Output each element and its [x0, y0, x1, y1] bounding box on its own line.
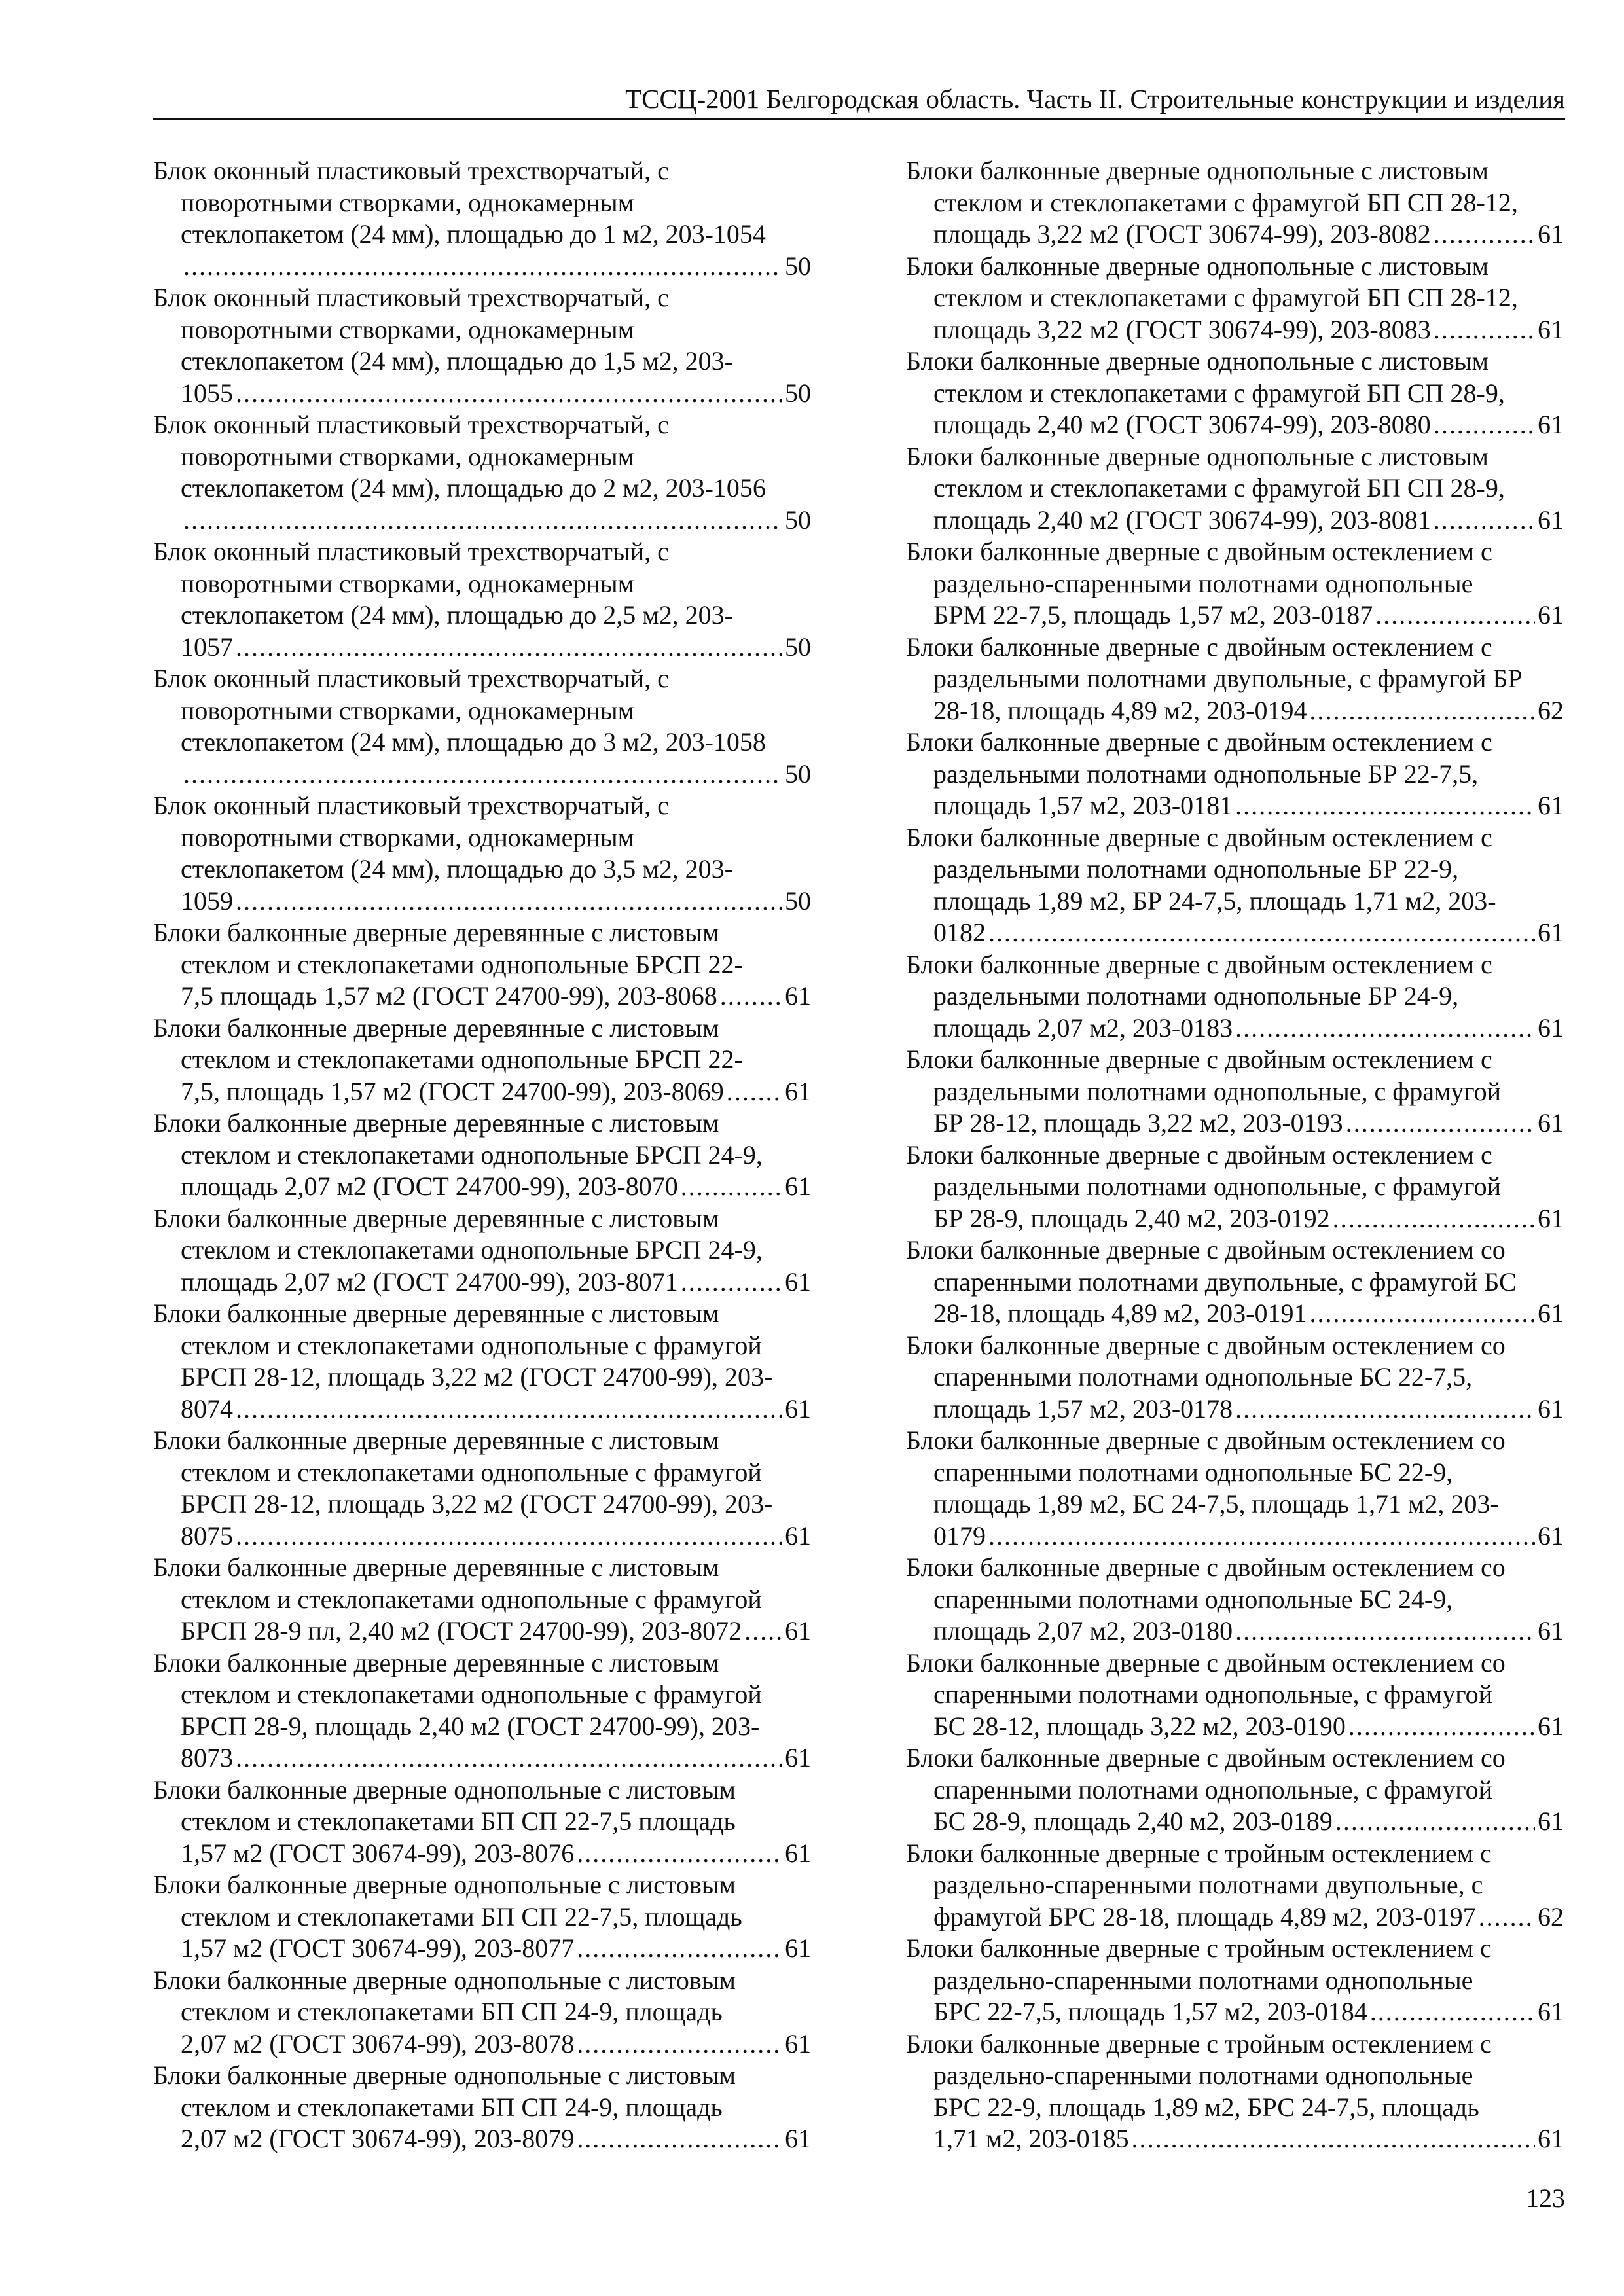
index-entry-leader-line [153, 1266, 811, 1299]
index-entry-leader-line [153, 1393, 811, 1426]
index-entry-page: 61 [1538, 600, 1564, 630]
index-entry-line: Блок оконный пластиковый трехстворчатый, с [153, 537, 669, 566]
header-rule [153, 118, 1565, 120]
page-number: 123 [1526, 2183, 1565, 2213]
dot-leader [720, 980, 782, 1013]
index-entry-page: 61 [785, 1172, 811, 1201]
index-entry-leader-line [153, 980, 811, 1013]
index-entry-line: Блоки балконные дверные с двойным остеклением со [906, 1235, 1506, 1265]
index-entry-page: 61 [1538, 1108, 1564, 1138]
index-entry-line: поворотными створками, однокамерным [181, 822, 634, 852]
index-entry-line: Блоки балконные дверные деревянные с листовым [153, 1108, 719, 1138]
index-entry-leader-line [906, 314, 1564, 346]
index-entry-line: Блок оконный пластиковый трехстворчатый, с [153, 283, 669, 312]
index-entry-line: стеклом и стеклопакетами БП СП 24-9, площадь [181, 2092, 723, 2122]
index-entry [906, 251, 1564, 346]
dot-leader [1309, 695, 1535, 727]
index-entry-leader-line [906, 1203, 1564, 1235]
index-entry-tail: БР 28-9, площадь 2,40 м2, 203-0192 [933, 1203, 1330, 1233]
index-entry-line: Блоки балконные дверные однопольные с листовым [153, 1774, 736, 1804]
index-entry-page: 50 [785, 886, 811, 916]
dot-leader [236, 1393, 782, 1426]
index-entry-page: 62 [1538, 1901, 1564, 1931]
index-entry-tail: 1,71 м2, 203-0185 [933, 2124, 1129, 2153]
index-entry-page: 61 [1538, 219, 1564, 249]
index-entry [153, 1774, 811, 1870]
index-entry-line: спаренными полотнами однопольные БС 22-7,5, [933, 1362, 1473, 1391]
index-entry-line: стеклом и стеклопакетами с фрамугой БП СП 28-12, [933, 187, 1518, 217]
index-entry [153, 155, 811, 282]
index-entry-leader-line [906, 1901, 1564, 1933]
dot-leader [1335, 1806, 1535, 1838]
dot-leader [183, 759, 782, 791]
index-entry-line: стеклом и стеклопакетами однопольные с фрамугой [181, 1679, 762, 1709]
index-entry-leader-line [153, 1742, 811, 1774]
index-entry-tail: площадь 2,40 м2 (ГОСТ 30674-99), 203-8081 [933, 505, 1431, 535]
dot-leader [744, 1615, 782, 1647]
dot-leader [988, 1520, 1535, 1552]
index-entry-line: Блоки балконные дверные с двойным остеклением с [906, 949, 1492, 979]
index-entry-tail: фрамугой БРС 28-18, площадь 4,89 м2, 203-0197 [933, 1901, 1476, 1931]
index-entry-page: 61 [785, 1616, 811, 1645]
index-entry-leader-line [153, 251, 811, 283]
dot-leader [577, 1838, 782, 1870]
index-entry-page: 61 [785, 1266, 811, 1297]
index-entry-line: Блоки балконные дверные с тройным остеклением с [906, 1933, 1492, 1963]
index-entry-tail: 1059 [181, 886, 233, 916]
index-entry-line: стеклом и стеклопакетами БП СП 22-7,5 площадь [181, 1806, 736, 1836]
index-entry-line: Блоки балконные дверные однопольные с листовым [906, 346, 1489, 376]
index-entry-line: раздельно-спаренными полотнами однопольные [933, 2060, 1473, 2090]
index-entry-line: Блоки балконные дверные с двойным остеклением с [906, 1139, 1492, 1170]
index-entry [153, 282, 811, 409]
index-entry-line: Блоки балконные дверные однопольные с листовым [906, 441, 1489, 471]
index-entry-line: БРСП 28-12, площадь 3,22 м2 (ГОСТ 24700-99), 203- [181, 1489, 773, 1518]
index-entry-line: Блоки балконные дверные с тройным остеклением с [906, 1838, 1492, 1868]
index-entry-tail: БР 28-12, площадь 3,22 м2, 203-0193 [933, 1108, 1343, 1138]
index-entry-line: Блоки балконные дверные однопольные с листовым [153, 2060, 736, 2090]
index-entry-page: 61 [785, 1520, 811, 1551]
index-entry-leader-line [906, 1298, 1564, 1330]
dot-leader [1434, 409, 1535, 441]
dot-leader [577, 2028, 782, 2060]
index-entry-page: 61 [1538, 314, 1564, 344]
index-entry-page: 61 [1538, 1997, 1564, 2026]
index-entry-page: 61 [1538, 1393, 1564, 1424]
index-entry-tail: 28-18, площадь 4,89 м2, 203-0194 [933, 695, 1307, 725]
index-entry-line: площадь 1,89 м2, БР 24-7,5, площадь 1,71 м2, 203- [933, 886, 1496, 916]
index-entry-line: Блок оконный пластиковый трехстворчатый, с [153, 156, 669, 185]
index-entry-tail: 1,57 м2 (ГОСТ 30674-99), 203-8077 [181, 1933, 575, 1963]
index-entry-line: спаренными полотнами однопольные БС 24-9, [933, 1584, 1453, 1614]
index-entry-tail: 8074 [181, 1393, 233, 1424]
dot-leader [236, 1520, 782, 1552]
index-entry-tail: 2,07 м2 (ГОСТ 30674-99), 203-8078 [181, 2028, 575, 2058]
index-entry-line: стеклом и стеклопакетами однопольные БРСП 24-9, [181, 1139, 763, 1170]
index-entry-page: 61 [785, 2124, 811, 2153]
index-entry-tail: площадь 2,40 м2 (ГОСТ 30674-99), 203-8080 [933, 410, 1431, 439]
index-entry-line: Блок оконный пластиковый трехстворчатый, с [153, 791, 669, 820]
index-entry [153, 1965, 811, 2060]
index-entry-line: стеклопакетом (24 мм), площадью до 1,5 м2, 203- [181, 346, 733, 376]
index-entry-line: Блоки балконные дверные деревянные с листовым [153, 1203, 719, 1233]
index-entry-line: Блоки балконные дверные однопольные с листовым [906, 156, 1489, 185]
index-entry-line: Блоки балконные дверные с двойным остеклением со [906, 1426, 1506, 1455]
index-entry-line: Блоки балконные дверные однопольные с листовым [906, 251, 1489, 281]
index-entry [153, 1203, 811, 1299]
index-entry-page: 61 [785, 1393, 811, 1424]
index-entry [153, 2060, 811, 2155]
index-entry-page: 61 [1538, 1806, 1564, 1836]
index-entry-page: 61 [785, 1076, 811, 1106]
index-entry-line: спаренными полотнами однопольные БС 22-9, [933, 1457, 1453, 1487]
index-entry-line: раздельными полотнами однопольные БР 22-7,5, [933, 759, 1479, 789]
index-entry-line: спаренными полотнами однопольные, с фрамугой [933, 1679, 1493, 1709]
index-entry-leader-line [153, 2028, 811, 2060]
index-entry-page: 50 [785, 505, 811, 535]
index-entry-line: Блоки балконные дверные деревянные с листовым [153, 1426, 719, 1455]
index-entry [906, 1139, 1564, 1235]
index-entry-page: 61 [785, 1933, 811, 1963]
dot-leader [1235, 790, 1535, 822]
index-entry-tail: площадь 2,07 м2, 203-0183 [933, 1013, 1233, 1043]
index-entry-line: поворотными створками, однокамерным [181, 695, 634, 725]
index-entry-leader-line [906, 1711, 1564, 1743]
index-entry [153, 1552, 811, 1647]
index-entry-page: 61 [1538, 1203, 1564, 1233]
dot-leader [681, 1171, 782, 1203]
index-entry-tail: 2,07 м2 (ГОСТ 30674-99), 203-8079 [181, 2124, 575, 2153]
dot-leader [183, 251, 782, 283]
dot-leader [1375, 600, 1535, 632]
index-entry-line: стеклопакетом (24 мм), площадью до 2 м2, 203-1056 [181, 473, 766, 503]
index-entry-page: 61 [785, 1743, 811, 1772]
dot-leader [236, 632, 782, 664]
index-entry-tail: площадь 3,22 м2 (ГОСТ 30674-99), 203-8082 [933, 219, 1431, 249]
index-entry [153, 790, 811, 917]
index-entry-leader-line [906, 695, 1564, 727]
index-entry [906, 726, 1564, 822]
index-entry-leader-line [153, 1615, 811, 1647]
dot-leader [1333, 1203, 1535, 1235]
index-entry [906, 949, 1564, 1045]
index-entry-leader-line [153, 1838, 811, 1870]
index-entry-leader-line [153, 1076, 811, 1108]
index-entry [906, 1044, 1564, 1139]
index-entry-page: 61 [1538, 791, 1564, 820]
index-entry [153, 1107, 811, 1203]
dot-leader [1132, 2123, 1535, 2155]
index-entry-line: Блоки балконные дверные однопольные с листовым [153, 1965, 736, 1995]
index-entry-tail: БС 28-12, площадь 3,22 м2, 203-0190 [933, 1711, 1346, 1741]
index-entry [906, 822, 1564, 949]
index-entry-page: 61 [1538, 1299, 1564, 1328]
index-entry-line: Блоки балконные дверные с двойным остеклением с [906, 537, 1492, 566]
index-entry-page: 61 [1538, 410, 1564, 439]
dot-leader [1370, 1996, 1535, 2028]
index-entry-tail: БРСП 28-9 пл, 2,40 м2 (ГОСТ 24700-99), 203-8072 [181, 1616, 742, 1645]
index-entry-line: Блоки балконные дверные с двойным остеклением со [906, 1743, 1506, 1772]
index-entry-tail: БРМ 22-7,5, площадь 1,57 м2, 203-0187 [933, 600, 1373, 630]
index-entry-leader-line [153, 1933, 811, 1965]
index-entry-line: Блок оконный пластиковый трехстворчатый, с [153, 664, 669, 693]
index-column-right [906, 155, 1564, 2155]
index-entry-tail: площадь 1,57 м2, 203-0181 [933, 791, 1233, 820]
dot-leader [1434, 314, 1535, 346]
index-entry-tail: площадь 2,07 м2, 203-0180 [933, 1616, 1233, 1645]
index-entry-tail: БС 28-9, площадь 2,40 м2, 203-0189 [933, 1806, 1333, 1836]
index-entry-leader-line [906, 790, 1564, 822]
index-entry-leader-line [153, 1520, 811, 1552]
index-entry [153, 1647, 811, 1774]
index-entry-line: раздельно-спаренными полотнами однопольные [933, 568, 1473, 598]
index-entry-line: стеклом и стеклопакетами с фрамугой БП СП 28-9, [933, 378, 1505, 408]
index-entry-line: раздельно-спаренными полотнами двупольные, с [933, 1870, 1483, 1899]
index-entry-tail: 1055 [181, 378, 233, 408]
index-entry-line: Блоки балконные дверные однопольные с листовым [153, 1870, 736, 1899]
index-entry-line: стеклом и стеклопакетами однопольные с фрамугой [181, 1330, 762, 1360]
index-entry-leader-line [906, 1806, 1564, 1838]
dot-leader [1434, 219, 1535, 251]
index-entry [153, 1013, 811, 1108]
index-entry-line: Блоки балконные дверные деревянные с листовым [153, 1013, 719, 1043]
index-entry [153, 663, 811, 790]
dot-leader [577, 1933, 782, 1965]
index-entry [906, 1552, 1564, 1647]
index-entry-line: Блоки балконные дверные с двойным остеклением со [906, 1552, 1506, 1582]
index-entry-tail: площадь 2,07 м2 (ГОСТ 24700-99), 203-8070 [181, 1172, 678, 1201]
dot-leader [1479, 1901, 1535, 1933]
index-entry [906, 1742, 1564, 1838]
index-entry-line: стеклом и стеклопакетами однопольные с фрамугой [181, 1457, 762, 1487]
dot-leader [236, 886, 782, 918]
index-entry-line: спаренными полотнами однопольные, с фрамугой [933, 1774, 1493, 1804]
index-entry-page: 61 [785, 1838, 811, 1868]
index-entry-leader-line [153, 1171, 811, 1203]
index-entry [153, 917, 811, 1013]
index-entry-line: Блоки балконные дверные с двойным остеклением с [906, 727, 1492, 757]
index-entry-tail: 0179 [933, 1520, 986, 1551]
index-entry-page: 50 [785, 378, 811, 408]
index-entry [153, 1425, 811, 1552]
index-entry-line: стеклопакетом (24 мм), площадью до 1 м2, 203-1054 [181, 219, 766, 249]
index-entry-line: стеклопакетом (24 мм), площадью до 2,5 м2, 203- [181, 600, 733, 630]
index-entry [906, 536, 1564, 632]
index-entry-line: поворотными створками, однокамерным [181, 441, 634, 471]
index-entry-line: раздельными полотнами однопольные БР 22-9, [933, 854, 1459, 884]
index-entry-line: стеклопакетом (24 мм), площадью до 3,5 м2, 203- [181, 854, 733, 884]
index-entry-page: 61 [1538, 918, 1564, 947]
index-entry-line: стеклом и стеклопакетами с фрамугой БП СП 28-9, [933, 473, 1505, 503]
dot-leader [236, 378, 782, 410]
index-entry-tail: 1,57 м2 (ГОСТ 30674-99), 203-8076 [181, 1838, 575, 1868]
index-entry [153, 1869, 811, 1965]
index-entry-line: раздельно-спаренными полотнами однопольные [933, 1965, 1473, 1995]
dot-leader [1235, 1615, 1535, 1647]
index-entry-page: 61 [1538, 1616, 1564, 1645]
index-entry-page: 61 [1538, 2124, 1564, 2153]
index-entry-line: раздельными полотнами однопольные, с фрамугой [933, 1172, 1502, 1201]
index-entry-leader-line [906, 1013, 1564, 1045]
index-entry-line: Блоки балконные дверные деревянные с листовым [153, 918, 719, 947]
index-entry-page: 50 [785, 759, 811, 789]
dot-leader [236, 1742, 782, 1774]
index-entry [906, 346, 1564, 441]
dot-leader [1346, 1107, 1535, 1139]
index-entry [906, 1647, 1564, 1743]
index-entry [153, 1298, 811, 1425]
dot-leader [1434, 505, 1535, 537]
index-entry-line: поворотными створками, однокамерным [181, 314, 634, 344]
index-entry-line: Блоки балконные дверные с двойным остеклением со [906, 1330, 1506, 1360]
index-entry [906, 1234, 1564, 1330]
index-entry-leader-line [906, 1393, 1564, 1426]
index-entry-line: Блоки балконные дверные деревянные с листовым [153, 1299, 719, 1328]
index-entry-leader-line [906, 1615, 1564, 1647]
index-entry-leader-line [906, 1996, 1564, 2028]
index-entry-page: 50 [785, 251, 811, 281]
dot-leader [1309, 1298, 1535, 1330]
index-entry [906, 155, 1564, 251]
index-entry-line: Блоки балконные дверные с тройным остеклением с [906, 2028, 1492, 2058]
index-entry-leader-line [153, 2123, 811, 2155]
index-entry-page: 61 [1538, 1520, 1564, 1551]
index-entry-line: стеклом и стеклопакетами БП СП 22-7,5, площадь [181, 1901, 742, 1931]
index-entry-tail: площадь 3,22 м2 (ГОСТ 30674-99), 203-8083 [933, 314, 1431, 344]
index-entry-page: 61 [785, 981, 811, 1011]
index-entry-line: стеклопакетом (24 мм), площадью до 3 м2, 203-1058 [181, 727, 766, 757]
index-entry-line: стеклом и стеклопакетами однопольные БРСП 22- [181, 1045, 743, 1074]
index-entry-leader-line [153, 759, 811, 791]
index-entry-line: поворотными створками, однокамерным [181, 568, 634, 598]
index-entry-line: Блоки балконные дверные с двойным остеклением с [906, 822, 1492, 852]
index-entry-line: раздельными полотнами однопольные, с фрамугой [933, 1076, 1502, 1106]
index-entry-tail: 8075 [181, 1520, 233, 1551]
index-column-left [153, 155, 811, 2155]
dot-leader [1235, 1393, 1535, 1426]
index-entry-leader-line [153, 886, 811, 918]
index-entry-leader-line [153, 632, 811, 664]
index-entry-line: БРСП 28-9, площадь 2,40 м2 (ГОСТ 24700-99), 203- [181, 1711, 760, 1741]
index-entry-page: 61 [1538, 1711, 1564, 1741]
index-entry-page: 62 [1538, 695, 1564, 725]
index-entry-page: 61 [785, 2028, 811, 2058]
dot-leader [1235, 1013, 1535, 1045]
index-entry-line: стеклом и стеклопакетами однопольные с фрамугой [181, 1584, 762, 1614]
index-entry [906, 1330, 1564, 1426]
index-entry-line: Блоки балконные дверные с двойным остеклением со [906, 1647, 1506, 1677]
index-entry-page: 61 [1538, 1013, 1564, 1043]
index-entry-line: Блоки балконные дверные с двойным остеклением с [906, 1045, 1492, 1074]
index-entry-leader-line [153, 378, 811, 410]
dot-leader [988, 917, 1535, 949]
dot-leader [577, 2123, 782, 2155]
index-entry [906, 1933, 1564, 2028]
index-entry-tail: 7,5 площадь 1,57 м2 (ГОСТ 24700-99), 203-8068 [181, 981, 717, 1011]
index-entry-leader-line [906, 1520, 1564, 1552]
index-entry-tail: 28-18, площадь 4,89 м2, 203-0191 [933, 1299, 1307, 1328]
index-entry-line: Блоки балконные дверные деревянные с листовым [153, 1552, 719, 1582]
index-entry-tail: площадь 2,07 м2 (ГОСТ 24700-99), 203-8071 [181, 1266, 678, 1297]
index-entry [906, 632, 1564, 727]
index-entry [153, 536, 811, 663]
index-entry-leader-line [906, 505, 1564, 537]
index-entry [906, 2028, 1564, 2155]
index-entry-line: стеклом и стеклопакетами однопольные БРСП 24-9, [181, 1235, 763, 1265]
index-entry-page: 61 [1538, 505, 1564, 535]
running-header: ТССЦ-2001 Белгородская область. Часть II. Строительные конструкции и изделия [625, 84, 1565, 114]
dot-leader [727, 1076, 782, 1108]
index-entry [906, 1425, 1564, 1552]
index-entry-tail: 0182 [933, 918, 986, 947]
dot-leader [1348, 1711, 1535, 1743]
index-entry-tail: площадь 1,57 м2, 203-0178 [933, 1393, 1233, 1424]
index-entry-leader-line [906, 219, 1564, 251]
index-entry-tail: 8073 [181, 1743, 233, 1772]
index-entry [906, 441, 1564, 537]
index-entry-tail: 7,5, площадь 1,57 м2 (ГОСТ 24700-99), 203-8069 [181, 1076, 724, 1106]
index-entry-line: раздельными полотнами однопольные БР 24-9, [933, 981, 1459, 1011]
dot-leader [681, 1266, 782, 1299]
index-entry-line: стеклом и стеклопакетами с фрамугой БП СП 28-12, [933, 283, 1518, 312]
dot-leader [183, 505, 782, 537]
index-entry-line: поворотными створками, однокамерным [181, 187, 634, 217]
index-entry-leader-line [906, 2123, 1564, 2155]
index-entry-line: стеклом и стеклопакетами однопольные БРСП 22- [181, 949, 743, 979]
index-entry-line: БРСП 28-12, площадь 3,22 м2 (ГОСТ 24700-99), 203- [181, 1362, 773, 1391]
index-entry-leader-line [906, 1107, 1564, 1139]
index-entry-line: Блоки балконные дверные деревянные с листовым [153, 1647, 719, 1677]
index-entry-leader-line [906, 600, 1564, 632]
index-entry [906, 1838, 1564, 1933]
index-entry-line: Блоки балконные дверные с двойным остеклением с [906, 632, 1492, 662]
index-entry [153, 409, 811, 536]
index-entry-tail: БРС 22-7,5, площадь 1,57 м2, 203-0184 [933, 1997, 1367, 2026]
index-entry-page: 50 [785, 632, 811, 662]
index-entry-leader-line [906, 409, 1564, 441]
index-entry-line: спаренными полотнами двупольные, с фрамугой БС [933, 1266, 1517, 1297]
index-entry-line: раздельными полотнами двупольные, с фрамугой БР [933, 664, 1523, 693]
index-entry-line: площадь 1,89 м2, БС 24-7,5, площадь 1,71 м2, 203- [933, 1489, 1499, 1518]
index-entry-tail: 1057 [181, 632, 233, 662]
index-entry-line: БРС 22-9, площадь 1,89 м2, БРС 24-7,5, площадь [933, 2092, 1479, 2122]
index-entry-leader-line [153, 505, 811, 537]
index-entry-leader-line [906, 917, 1564, 949]
index-entry-line: Блок оконный пластиковый трехстворчатый, с [153, 410, 669, 439]
index-entry-line: стеклом и стеклопакетами БП СП 24-9, площадь [181, 1997, 723, 2026]
